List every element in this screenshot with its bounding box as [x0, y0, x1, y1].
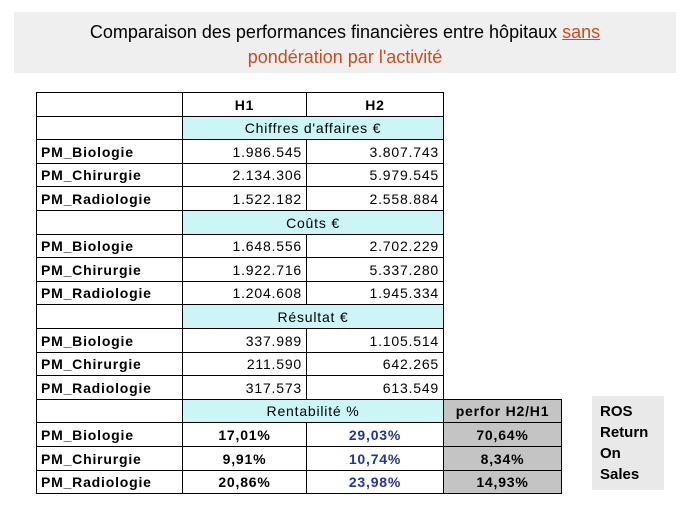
row-label: PM_Biologie	[36, 328, 183, 353]
row-label: PM_Radiologie	[36, 470, 183, 494]
value-perf: 14,93%	[443, 470, 562, 494]
section-label-empty	[36, 304, 183, 329]
section-label-empty	[36, 116, 183, 140]
row-label: PM_Biologie	[36, 139, 183, 164]
row-label: PM_Radiologie	[36, 186, 183, 211]
value-h2: 613.549	[306, 375, 444, 400]
section-label-empty	[36, 210, 183, 235]
header-h2: H2	[306, 92, 444, 117]
value-h2: 1.105.514	[306, 328, 444, 353]
value-h2: 10,74%	[306, 446, 444, 471]
section-label-empty	[36, 399, 183, 423]
value-h2: 23,98%	[306, 470, 444, 494]
value-h1: 337.989	[182, 328, 307, 353]
section-title: Rentabilité %	[182, 399, 444, 423]
title-box	[14, 12, 676, 73]
title-highlight: sans	[562, 22, 601, 42]
title-text: Comparaison des performances financières entre hôpitaux	[89, 22, 563, 42]
row-label: PM_Chirurgie	[36, 352, 183, 376]
value-h1: 17,01%	[182, 422, 307, 447]
value-h1: 9,91%	[182, 446, 307, 471]
value-h2: 29,03%	[306, 422, 444, 447]
value-h1: 1.204.608	[182, 281, 307, 305]
ros-note-line: Return	[600, 424, 649, 441]
value-h2: 1.945.334	[306, 281, 444, 305]
value-h2: 2.558.884	[306, 186, 444, 211]
value-h2: 642.265	[306, 352, 444, 376]
value-h2: 3.807.743	[306, 139, 444, 164]
value-h1: 317.573	[182, 375, 307, 400]
value-h1: 1.922.716	[182, 257, 307, 282]
title-line-2: pondération par l'activité	[247, 47, 443, 67]
ros-note	[592, 396, 664, 490]
row-label: PM_Chirurgie	[36, 446, 183, 471]
ros-note-line: Sales	[600, 466, 640, 483]
value-h1: 1.986.545	[182, 139, 307, 164]
row-label: PM_Radiologie	[36, 281, 183, 305]
row-label: PM_Radiologie	[36, 375, 183, 400]
ros-note-line: On	[600, 445, 621, 462]
section-title: Résultat €	[182, 304, 444, 329]
header-empty-cell	[36, 92, 183, 117]
value-perf: 8,34%	[443, 446, 562, 471]
title-line-1	[14, 21, 676, 43]
row-label: PM_Chirurgie	[36, 163, 183, 187]
value-h1: 1.648.556	[182, 234, 307, 258]
section-title: Coûts €	[182, 210, 444, 235]
row-label: PM_Biologie	[36, 422, 183, 447]
value-h1: 2.134.306	[182, 163, 307, 187]
section-title: Chiffres d'affaires €	[182, 116, 444, 140]
header-h1: H1	[182, 92, 307, 117]
row-label: PM_Biologie	[36, 234, 183, 258]
value-h1: 211.590	[182, 352, 307, 376]
value-h1: 20,86%	[182, 470, 307, 494]
value-h2: 5.979.545	[306, 163, 444, 187]
perf-header: perfor H2/H1	[443, 399, 562, 423]
value-perf: 70,64%	[443, 422, 562, 447]
value-h1: 1.522.182	[182, 186, 307, 211]
row-label: PM_Chirurgie	[36, 257, 183, 282]
ros-note-line: ROS	[600, 403, 633, 420]
value-h2: 5.337.280	[306, 257, 444, 282]
value-h2: 2.702.229	[306, 234, 444, 258]
